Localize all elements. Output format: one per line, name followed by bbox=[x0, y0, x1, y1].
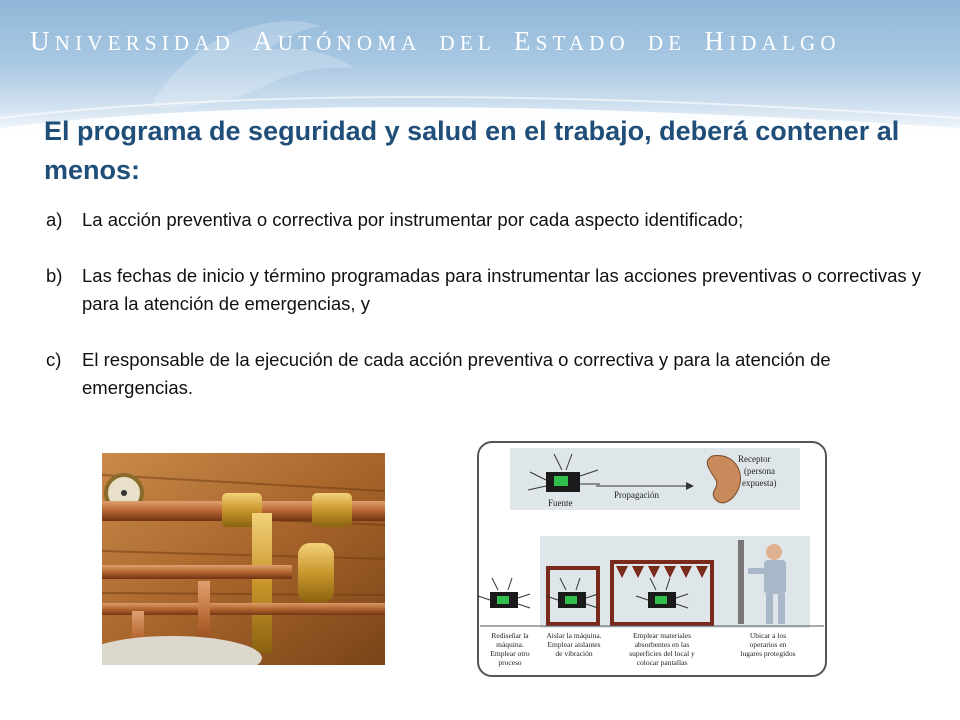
step-label-line: de vibración bbox=[555, 649, 593, 658]
step-label-line: Ubicar a los bbox=[749, 631, 787, 640]
step-label-line: Rediseñar la bbox=[491, 631, 529, 640]
list-item-marker: b) bbox=[46, 265, 63, 286]
step-label-line: Aislar la máquina. bbox=[546, 631, 602, 640]
university-word-rest: IDALGO bbox=[729, 31, 841, 55]
propagation-label: Propagación bbox=[614, 490, 659, 500]
step-label-line: Emplear materiales bbox=[632, 631, 692, 640]
receptor-label-line-2: (persona bbox=[744, 466, 775, 476]
university-word bbox=[439, 31, 495, 55]
list-item bbox=[44, 206, 924, 234]
university-word-initial: H bbox=[704, 26, 730, 56]
noise-control-diagram bbox=[476, 440, 828, 678]
university-word bbox=[253, 26, 422, 56]
university-word-rest: DEL bbox=[439, 31, 496, 55]
step-label-line: lugares protegidos bbox=[740, 649, 796, 658]
university-word-initial: E bbox=[513, 26, 536, 56]
university-word-initial: A bbox=[253, 26, 278, 56]
list-item-marker: c) bbox=[46, 349, 62, 370]
slide-title: El programa de seguridad y salud en el trabajo, deberá contener al menos: bbox=[44, 116, 900, 185]
step-label-line: Emplear aislantes bbox=[547, 640, 601, 649]
university-word-rest: NIVERSIDAD bbox=[54, 31, 236, 55]
university-word bbox=[648, 31, 686, 55]
university-word-rest: DE bbox=[647, 31, 687, 55]
university-word bbox=[704, 26, 841, 56]
list-item-text: El responsable de la ejecución de cada acción preventiva o correctiva y para la atención de emergencias. bbox=[82, 349, 831, 398]
university-word bbox=[513, 26, 630, 56]
receptor-label-line-1: Receptor bbox=[738, 454, 771, 464]
list-item-text: La acción preventiva o correctiva por instrumentar por cada aspecto identificado; bbox=[82, 209, 744, 230]
step-label-line: absorbentes en las bbox=[634, 640, 690, 649]
university-word-initial: U bbox=[30, 26, 55, 56]
pipes-photo bbox=[102, 453, 385, 665]
university-word-rest: UTÓNOMA bbox=[277, 31, 422, 55]
step-label-line: proceso bbox=[498, 658, 522, 667]
list-item bbox=[44, 262, 924, 318]
step-label-line: operarios en bbox=[749, 640, 787, 649]
step-label-line: máquina. bbox=[496, 640, 524, 649]
university-word-rest: STADO bbox=[535, 31, 630, 55]
step-label-line: Emplear otro bbox=[490, 649, 530, 658]
step-label-line: colocar pantallas bbox=[636, 658, 688, 667]
source-label: Fuente bbox=[548, 498, 573, 508]
requirements-list bbox=[44, 206, 924, 430]
list-item-text: Las fechas de inicio y término programadas para instrumentar las acciones preventivas o correctivas y para la atención de emergencias, y bbox=[82, 265, 922, 314]
university-name bbox=[30, 26, 859, 57]
list-item bbox=[44, 346, 924, 402]
receptor-label-line-3: expuesta) bbox=[742, 478, 777, 488]
list-item-marker: a) bbox=[46, 209, 63, 230]
university-word bbox=[30, 26, 236, 56]
step-label-line: superficies del local y bbox=[629, 649, 695, 658]
